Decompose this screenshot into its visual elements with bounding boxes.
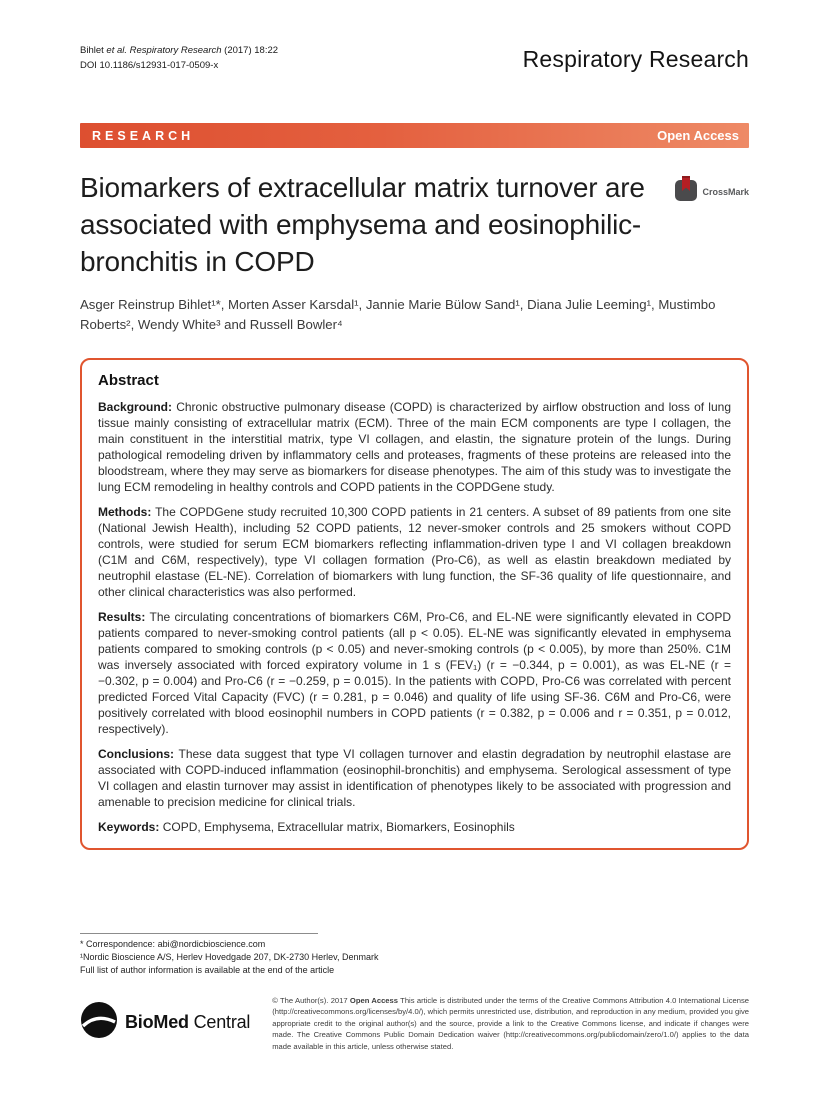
article-type-banner xyxy=(80,123,749,148)
journal-name: Respiratory Research xyxy=(522,45,749,72)
footnotes xyxy=(80,938,749,977)
correspondence-line xyxy=(80,938,749,951)
page-header xyxy=(80,42,749,76)
copyright-body: This article is distributed under the terms of the Creative Commons Attribution 4.0 International License (http://creativecommons.org/licenses/by/4.0/), which permits unrestricted use, distribution, and reproduction in any medium, provided you give appropriate credit to the original author(s) and the source, provide a link to the Creative Commons license, and indicate if changes were made. The Creative Commons Public Domain Dedication waiver (http://creativecommons.org/publicdomain/zero/1.0/) applies to the data made available in this article, unless otherwise stated. xyxy=(272,996,749,1051)
open-access-label: Open Access xyxy=(657,128,739,143)
title-row xyxy=(80,170,749,281)
author-info-line: Full list of author information is available at the end of the article xyxy=(80,965,335,975)
abstract-results-label: Results: xyxy=(98,609,146,624)
abstract-methods xyxy=(98,504,731,600)
publisher-row xyxy=(80,995,749,1052)
article-title: Biomarkers of extracellular matrix turnover are associated with emphysema and eosinophilic-bronchitis in COPD xyxy=(80,172,645,277)
abstract-conclusions-label: Conclusions: xyxy=(98,746,175,761)
abstract-box xyxy=(80,358,749,850)
authors-line: Asger Reinstrup Bihlet¹*, Morten Asser Karsdal¹, Jannie Marie Bülow Sand¹, Diana Julie Leeming¹, Mustimbo Roberts², Wendy White³ and Russell Bowler⁴ xyxy=(80,296,716,333)
abstract-background-text: Chronic obstructive pulmonary disease (COPD) is characterized by airflow obstruction and loss of lung tissue mainly consisting of extracellular matrix (ECM). Three of the main ECM components are type I collagen, the main constituent in the interstitial matrix, type VI collagen, and elastin, the signature protein of the lungs. During pathological remodeling driven by inflammatory cells and proteases, fragments of these proteins are released into the bloodstream, where they may serve as biomarkers for disease phenotypes. The aim of this study was to investigate the lung ECM remodeling in healthy controls and COPD patients in the COPDGene study. xyxy=(98,399,731,494)
abstract-methods-label: Methods: xyxy=(98,504,152,519)
copyright-prefix: © The Author(s). 2017 xyxy=(272,996,350,1006)
citation-prefix: Bihlet xyxy=(80,45,107,57)
copyright-notice xyxy=(272,995,749,1052)
abstract-conclusions-text: These data suggest that type VI collagen turnover and elastin degradation by neutrophil elastase are associated with COPD-induced inflammation (eosinophil-bronchitis) and emphysema. Serological assessment of type VI collagen and elastin turnover may assist in identification of phenotypes likely to be associated with progression and amenable to precision medicine for clinical trials. xyxy=(98,746,731,809)
biomed-central-wordmark xyxy=(125,1012,250,1033)
abstract-results-text: The circulating concentrations of biomarkers C6M, Pro-C6, and EL-NE were significantly elevated in COPD patients compared to never-smoking control patients (all p < 0.05). EL-NE was significantly elevated in emphysema patients compared to smoking controls (p < 0.05) and never-smoking controls (p < 0.005), by more than 250%. C1M was inversely associated with forced expiratory volume in 1 s (FEV₁) (r = −0.344, p = 0.001), as was EL-NE (r = −0.302, p = 0.004) and Pro-C6 (r = −0.259, p = 0.015). In the patients with COPD, Pro-C6 was correlated with percent predicted Forced Vital Capacity (FVC) (r = 0.281, p = 0.046) and quality of life using SF-36. C6M and Pro-C6, were positively correlated with blood eosinophil numbers in COPD patients (r = 0.382, p = 0.006 and r = 0.351, p = 0.012, respectively). xyxy=(98,609,731,736)
page-footer xyxy=(80,933,749,1052)
correspondence-label: * Correspondence: xyxy=(80,938,156,949)
citation-block xyxy=(80,45,278,73)
copyright-open-access: Open Access xyxy=(349,996,398,1006)
biomed-central-icon xyxy=(80,1001,118,1044)
correspondence-email-link[interactable]: abi@nordicbioscience.com xyxy=(157,938,266,949)
logo-central: Central xyxy=(188,1012,251,1033)
citation-suffix: (2017) 18:22 xyxy=(221,45,279,57)
crossmark-icon xyxy=(674,176,698,207)
abstract-heading: Abstract xyxy=(98,371,159,389)
affiliation-line: ¹Nordic Bioscience A/S, Herlev Hovedgade 207, DK-2730 Herlev, Denmark xyxy=(80,951,379,962)
keywords-text: COPD, Emphysema, Extracellular matrix, Biomarkers, Eosinophils xyxy=(162,819,515,834)
abstract-results xyxy=(98,609,731,737)
logo-biomed: BioMed xyxy=(125,1012,189,1033)
crossmark-badge[interactable] xyxy=(674,176,749,207)
keywords-label: Keywords: xyxy=(98,819,160,834)
abstract-keywords xyxy=(98,819,731,835)
abstract-background-label: Background: xyxy=(98,399,173,414)
biomed-central-logo xyxy=(80,995,250,1044)
article-type-label: RESEARCH xyxy=(92,128,195,143)
footnote-divider xyxy=(80,933,318,934)
doi-line: DOI 10.1186/s12931-017-0509-x xyxy=(80,60,219,71)
citation-line xyxy=(80,45,278,58)
abstract-conclusions xyxy=(98,746,731,810)
citation-journal-italic: et al. Respiratory Research xyxy=(106,45,222,57)
abstract-background xyxy=(98,399,731,495)
abstract-methods-text: The COPDGene study recruited 10,300 COPD patients in 21 centers. A subset of 89 patients from one site (National Jewish Health), including 52 COPD patients, 12 never-smoker controls and 25 smokers without COPD controls, were studied for serum ECM biomarkers reflecting inflammation-driven type I and VI collagen breakdown (C1M and C6M, respectively), type VI collagen formation (Pro-C6), as well as elastin breakdown mediated by neutrophil elastase (EL-NE). Correlation of biomarkers with lung function, the SF-36 quality of life questionnaire, and other clinical characteristics was also performed. xyxy=(98,504,732,599)
crossmark-label: CrossMark xyxy=(702,186,749,197)
